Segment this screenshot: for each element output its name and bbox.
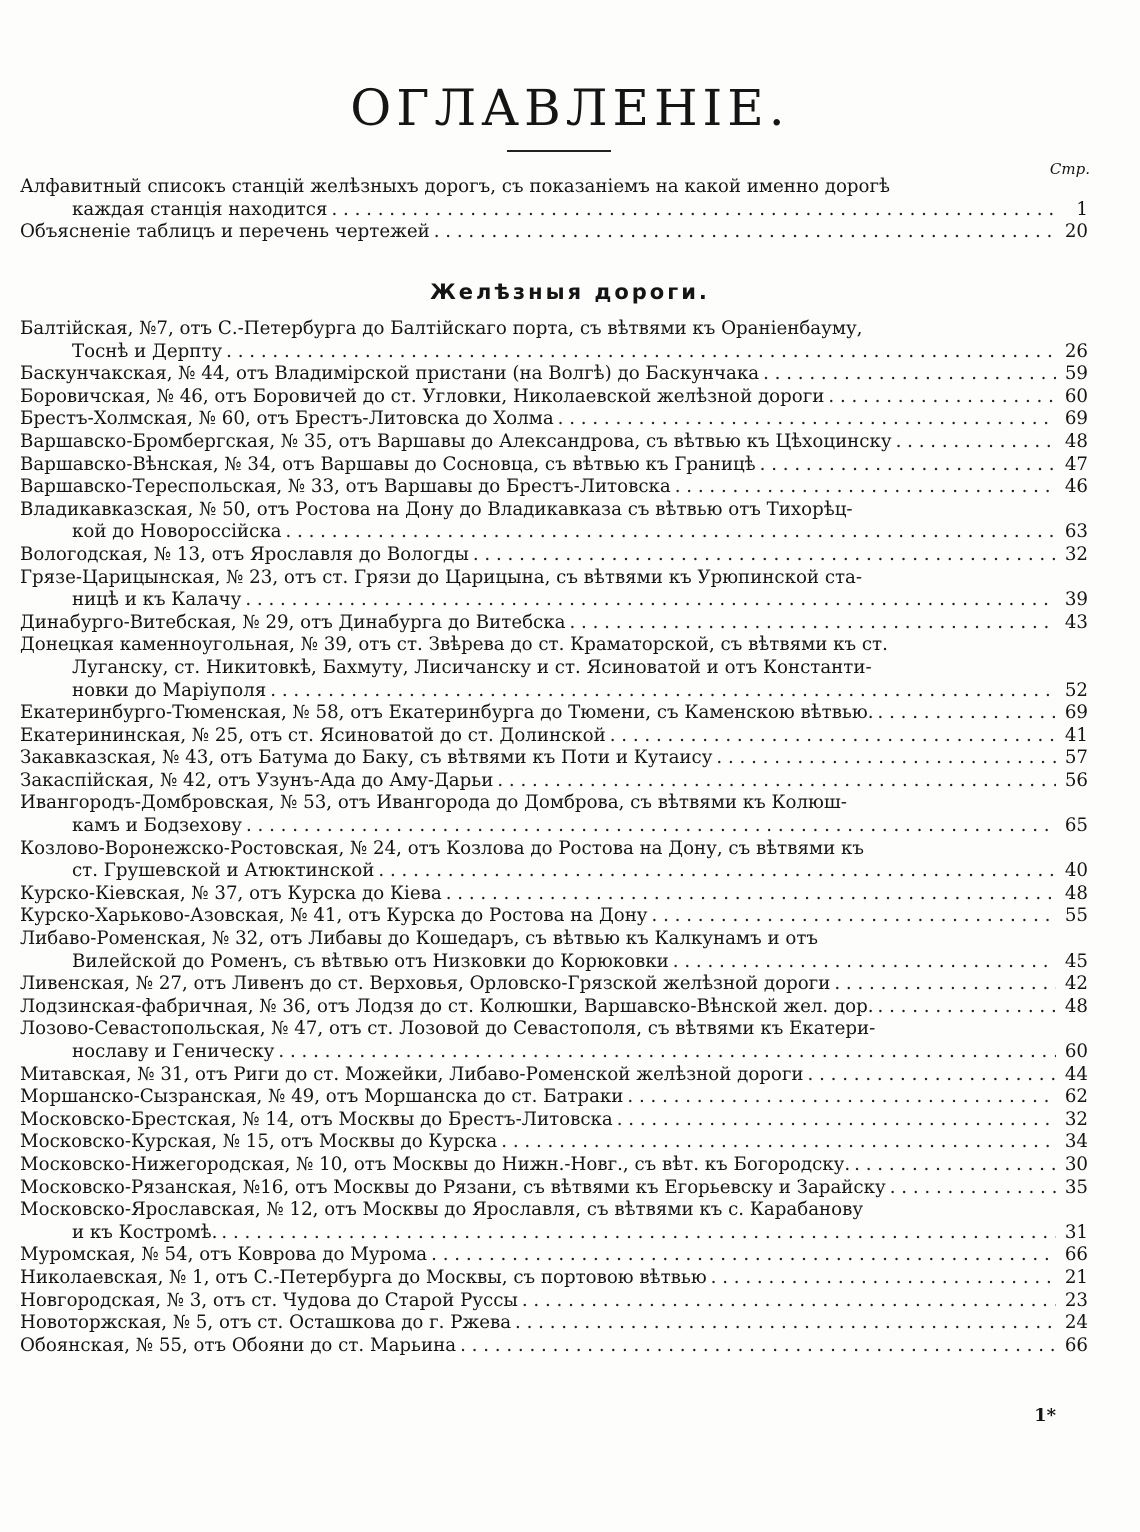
toc-entry-text: Лодзинская-фабричная, № 36, отъ Лодзя до ст. Колюшки, Варшавско-Вѣнской жел. дор.: [20, 995, 874, 1017]
dot-leader: [473, 544, 1056, 567]
toc-line: [20, 1267, 1088, 1290]
page-number: 69: [1064, 702, 1088, 724]
toc-line: [20, 1290, 1088, 1313]
toc-line: [20, 860, 1088, 883]
toc-entry-text: Обоянская, № 55, отъ Обояни до ст. Марьина: [20, 1334, 457, 1356]
toc-line: [20, 770, 1088, 793]
toc-line: [20, 408, 1088, 431]
toc-line: [20, 1041, 1088, 1064]
title-rule: [507, 150, 611, 152]
toc-entry: [20, 1335, 1088, 1358]
toc-line: [20, 702, 1088, 725]
toc-entry-text: Козлово-Воронежско-Ростовская, № 24, отъ Козлова до Ростова на Дону, съ вѣтвями къ: [20, 837, 864, 859]
page-number: 47: [1064, 453, 1088, 475]
dot-leader: [497, 770, 1056, 793]
dot-leader: [569, 612, 1056, 635]
toc-line: [20, 1177, 1088, 1200]
dot-leader: [270, 680, 1056, 703]
page-number: 65: [1064, 815, 1088, 837]
toc-entry: [20, 747, 1088, 770]
page-number: 42: [1064, 973, 1088, 995]
toc-line: [20, 792, 1088, 815]
toc-line: [20, 1109, 1088, 1132]
toc-entry: [20, 499, 1088, 544]
dot-leader: [878, 702, 1057, 725]
dot-leader: [226, 341, 1056, 364]
page-number: 32: [1064, 1108, 1088, 1130]
toc-line: [20, 680, 1088, 703]
page-number: 30: [1064, 1153, 1088, 1175]
toc-entry: [20, 1177, 1088, 1200]
toc-line: [20, 1222, 1088, 1245]
toc-entry-text: Митавская, № 31, отъ Риги до ст. Можейки, Либаво-Роменской желѣзной дороги: [20, 1063, 804, 1085]
dot-leader: [246, 815, 1056, 838]
dot-leader: [431, 1244, 1056, 1267]
toc-line: [20, 454, 1088, 477]
dot-leader: [760, 454, 1056, 477]
toc-entry-text: каждая станція находится: [72, 198, 328, 220]
dot-leader: [460, 1335, 1056, 1358]
toc-entry-text: Екатерининская, № 25, отъ ст. Ясиноватой до ст. Долинской: [20, 724, 606, 746]
toc-line: [20, 928, 1088, 951]
dot-leader: [610, 725, 1056, 748]
toc-entry: [20, 221, 1088, 244]
toc-entry: [20, 318, 1088, 363]
toc-entry: [20, 905, 1088, 928]
dot-leader: [896, 431, 1056, 454]
page-number: 48: [1064, 430, 1088, 452]
toc-line: [20, 341, 1088, 364]
toc-entry-text: Тоснѣ и Дерпту: [72, 340, 223, 362]
toc-line: [20, 838, 1088, 861]
toc-line: [20, 476, 1088, 499]
toc-entry-text: Баскунчакская, № 44, отъ Владимірской пристани (на Волгѣ) до Баскунчака: [20, 363, 760, 385]
toc-line: [20, 951, 1088, 974]
toc-line: [20, 521, 1088, 544]
dot-leader: [446, 883, 1056, 906]
toc-entry-text: камъ и Бодзехову: [72, 815, 242, 837]
toc-entry-text: Московско-Курская, № 15, отъ Москвы до Курска: [20, 1131, 498, 1153]
toc-line: [20, 1312, 1088, 1335]
page-number: 32: [1064, 543, 1088, 565]
toc-entry-text: Московско-Ярославская, № 12, отъ Москвы до Ярославля, съ вѣтвями къ с. Карабанову: [20, 1199, 864, 1221]
toc-entry: [20, 702, 1088, 725]
toc-line: [20, 1199, 1088, 1222]
toc-entry-text: и къ Костромѣ.: [72, 1221, 218, 1243]
dot-leader: [890, 1177, 1056, 1200]
toc-entry-text: Новоторжская, № 5, отъ ст. Осташкова до г. Ржева: [20, 1312, 512, 1334]
dot-leader: [285, 521, 1056, 544]
toc-entry: [20, 973, 1088, 996]
toc-entry-text: ст. Грушевской и Атюктинской: [72, 860, 375, 882]
page-title: ОГЛАВЛЕНІЕ.: [350, 79, 790, 137]
page-number: 69: [1064, 408, 1088, 430]
railways-toc: [20, 318, 1088, 1357]
toc-entry-text: Брестъ-Холмская, № 60, отъ Брестъ-Литовска до Холма: [20, 408, 554, 430]
dot-leader: [878, 996, 1056, 1019]
toc-entry: [20, 544, 1088, 567]
dot-leader: [828, 386, 1056, 409]
dot-leader: [278, 1041, 1056, 1064]
toc-entry-text: Боровичская, № 46, отъ Боровичей до ст. Угловки, Николаевской желѣзной дороги: [20, 385, 825, 407]
page-number: 20: [1064, 221, 1088, 243]
toc-entry: [20, 612, 1088, 635]
page-number: 26: [1064, 340, 1088, 362]
toc-entry-text: Варшавско-Бромбергская, № 35, отъ Варшавы до Александрова, съ вѣтвью къ Цѣхоцинску: [20, 430, 892, 452]
toc-entry: [20, 883, 1088, 906]
dot-leader: [834, 973, 1056, 996]
toc-entry-text: Моршанско-Сызранская, № 49, отъ Моршанска до ст. Батраки: [20, 1086, 624, 1108]
page-number: 63: [1064, 521, 1088, 543]
toc-line: [20, 567, 1088, 590]
toc-entry-text: Вилейской до Роменъ, съ вѣтвью отъ Низковки до Корюковки: [72, 950, 669, 972]
dot-leader: [808, 1064, 1056, 1087]
toc-line: [20, 431, 1088, 454]
toc-entry: [20, 386, 1088, 409]
page-number: 57: [1064, 747, 1088, 769]
dot-leader: [652, 905, 1056, 928]
toc-line: [20, 363, 1088, 386]
toc-entry: [20, 928, 1088, 973]
intro-toc: [20, 176, 1088, 244]
toc-entry: [20, 725, 1088, 748]
page-number: 52: [1064, 679, 1088, 701]
toc-line: [20, 1064, 1088, 1087]
toc-entry-text: нославу и Геническу: [72, 1041, 275, 1062]
toc-line: [20, 612, 1088, 635]
page-number: 46: [1064, 476, 1088, 498]
dot-leader: [763, 363, 1056, 386]
toc-entry: [20, 1109, 1088, 1132]
page-number: 41: [1064, 724, 1088, 746]
toc-line: [20, 725, 1088, 748]
toc-entry: [20, 1018, 1088, 1063]
toc-entry-text: Варшавско-Вѣнская, № 34, отъ Варшавы до Сосновца, съ вѣтвью къ Границѣ: [20, 453, 756, 475]
toc-entry-text: Либаво-Роменская, № 32, отъ Либавы до Кошедаръ, съ вѣтвью къ Калкунамъ и отъ: [20, 928, 818, 950]
toc-entry-text: Курско-Кіевская, № 37, отъ Курска до Кіева: [20, 882, 442, 904]
dot-leader: [522, 1290, 1056, 1313]
toc-line: [20, 1018, 1088, 1041]
toc-line: [20, 386, 1088, 409]
signature-mark: 1*: [1034, 1405, 1056, 1426]
dot-leader: [673, 951, 1056, 974]
dot-leader: [221, 1222, 1056, 1245]
toc-entry-text: Грязе-Царицынская, № 23, отъ ст. Грязи до Царицына, съ вѣтвями къ Урюпинской ста-: [20, 566, 863, 588]
page-number: 39: [1064, 589, 1088, 611]
page-number: 34: [1064, 1131, 1088, 1153]
toc-entry: [20, 634, 1088, 702]
toc-line: [20, 199, 1088, 222]
dot-leader: [331, 199, 1056, 222]
toc-entry: [20, 1131, 1088, 1154]
dot-leader: [515, 1312, 1056, 1335]
toc-line: [20, 221, 1088, 244]
toc-entry-text: Закавказская, № 43, отъ Батума до Баку, съ вѣтвями къ Поти и Кутаису: [20, 747, 713, 769]
toc-entry-text: Московско-Брестская, № 14, отъ Москвы до Брестъ-Литовска: [20, 1108, 613, 1130]
toc-line: [20, 634, 1088, 657]
toc-entry-text: Закаспійская, № 42, отъ Узунъ-Ада до Аму-Дарьи: [20, 769, 494, 791]
page-number: 62: [1064, 1086, 1088, 1108]
toc-entry-text: Московско-Рязанская, №16, отъ Москвы до Рязани, съ вѣтвями къ Егорьевску и Зарайску: [20, 1176, 886, 1198]
toc-line: [20, 176, 1088, 199]
toc-line: [20, 747, 1088, 770]
toc-entry: [20, 431, 1088, 454]
toc-entry: [20, 1064, 1088, 1087]
dot-leader: [434, 221, 1056, 244]
toc-entry-text: Донецкая каменноугольная, № 39, отъ ст. Звѣрева до ст. Краматорской, съ вѣтвями къ ст.: [20, 634, 888, 656]
dot-leader: [501, 1131, 1056, 1154]
toc-entry-text: Екатеринбурго-Тюменская, № 58, отъ Екатеринбурга до Тюмени, съ Каменскою вѣтвью.: [20, 702, 874, 724]
toc-entry: [20, 792, 1088, 837]
page-number: 40: [1064, 860, 1088, 882]
toc-entry-text: Муромская, № 54, отъ Коврова до Мурома: [20, 1244, 428, 1266]
dot-leader: [245, 589, 1056, 612]
toc-entry: [20, 1312, 1088, 1335]
page-number: 59: [1064, 363, 1088, 385]
toc-line: [20, 589, 1088, 612]
toc-line: [20, 1086, 1088, 1109]
page-number: 45: [1064, 950, 1088, 972]
page-number: 24: [1064, 1312, 1088, 1334]
toc-entry: [20, 476, 1088, 499]
toc-entry: [20, 838, 1088, 883]
page-number: 48: [1064, 995, 1088, 1017]
toc-entry: [20, 567, 1088, 612]
toc-line: [20, 905, 1088, 928]
toc-entry-text: ницѣ и къ Калачу: [72, 589, 242, 611]
toc-line: [20, 1335, 1088, 1358]
toc-line: [20, 1154, 1088, 1177]
toc-entry-text: Балтійская, №7, отъ С.-Петербурга до Балтійскаго порта, съ вѣтвями къ Ораніенбауму,: [20, 318, 863, 339]
dot-leader: [378, 860, 1056, 883]
dot-leader: [617, 1109, 1056, 1132]
dot-leader: [716, 747, 1056, 770]
toc-entry-text: Вологодская, № 13, отъ Ярославля до Вологды: [20, 543, 469, 565]
toc-line: [20, 318, 1088, 341]
page-number: 44: [1064, 1063, 1088, 1085]
toc-entry: [20, 996, 1088, 1019]
page-number: 66: [1064, 1334, 1088, 1356]
toc-entry: [20, 1199, 1088, 1244]
toc-entry-text: Московско-Нижегородская, № 10, отъ Москвы до Нижн.-Новг., съ вѣт. къ Богородску.: [20, 1153, 851, 1175]
page-number: 60: [1064, 385, 1088, 407]
toc-entry: [20, 1154, 1088, 1177]
page-number: 23: [1064, 1289, 1088, 1311]
toc-entry: [20, 408, 1088, 431]
dot-leader: [675, 476, 1056, 499]
page-number: 21: [1064, 1266, 1088, 1288]
toc-line: [20, 973, 1088, 996]
page-number: 60: [1064, 1041, 1088, 1062]
toc-entry-text: кой до Новороссійска: [72, 521, 282, 543]
dot-leader: [711, 1267, 1056, 1290]
toc-entry: [20, 1267, 1088, 1290]
toc-entry-text: Варшавско-Тереспольская, № 33, отъ Варшавы до Брестъ-Литовска: [20, 476, 671, 498]
dot-leader: [558, 408, 1056, 431]
toc-entry-text: Динабурго-Витебская, № 29, отъ Динабурга до Витебска: [20, 611, 566, 633]
page-number: 35: [1064, 1176, 1088, 1198]
toc-line: [20, 544, 1088, 567]
toc-entry: [20, 770, 1088, 793]
toc-line: [20, 815, 1088, 838]
toc-entry: [20, 1244, 1088, 1267]
page-number: 43: [1064, 611, 1088, 633]
toc-entry-text: новки до Маріуполя: [72, 679, 267, 701]
toc-entry: [20, 454, 1088, 477]
toc-line: [20, 883, 1088, 906]
toc-entry-text: Ливенская, № 27, отъ Ливенъ до ст. Верховья, Орловско-Грязской желѣзной дороги: [20, 973, 831, 995]
page-number: 66: [1064, 1244, 1088, 1266]
toc-entry-text: Объясненіе таблицъ и перечень чертежей: [20, 221, 430, 243]
toc-line: [20, 657, 1088, 680]
toc-entry: [20, 363, 1088, 386]
toc-entry-text: Новгородская, № 3, отъ ст. Чудова до Старой Руссы: [20, 1289, 518, 1311]
page-number: 55: [1064, 905, 1088, 927]
toc-entry-text: Николаевская, № 1, отъ С.-Петербурга до Москвы, съ портовою вѣтвью: [20, 1266, 707, 1288]
toc-entry-text: Луганску, ст. Никитовкѣ, Бахмуту, Лисичанску и ст. Ясиноватой и отъ Константи-: [72, 656, 872, 678]
toc-entry: [20, 1290, 1088, 1313]
toc-entry-text: Лозово-Севастопольская, № 47, отъ ст. Лозовой до Севастополя, съ вѣтвями къ Екатери-: [20, 1018, 876, 1040]
page-number: 31: [1064, 1221, 1088, 1243]
page-number: 1: [1076, 198, 1088, 220]
toc-entry: [20, 1086, 1088, 1109]
toc-entry-text: Алфавитный списокъ станцій желѣзныхъ дорогъ, съ показаніемъ на какой именно дорогѣ: [20, 176, 890, 197]
toc-line: [20, 499, 1088, 522]
toc-line: [20, 1244, 1088, 1267]
page-number: 56: [1064, 769, 1088, 791]
toc-entry: [20, 176, 1088, 221]
section-heading: Желѣзныя дороги.: [430, 280, 710, 304]
toc-entry-text: Курско-Харьково-Азовская, № 41, отъ Курска до Ростова на Дону: [20, 905, 648, 927]
dot-leader: [627, 1086, 1056, 1109]
page-column-label: Стр.: [1049, 160, 1090, 178]
toc-line: [20, 1131, 1088, 1154]
page-number: 48: [1064, 882, 1088, 904]
toc-entry-text: Ивангородъ-Домбровская, № 53, отъ Ивангорода до Домброва, съ вѣтвями къ Колюш-: [20, 792, 847, 814]
toc-entry-text: Владикавказская, № 50, отъ Ростова на Дону до Владикавказа съ вѣтвью отъ Тихорѣц-: [20, 498, 853, 520]
dot-leader: [854, 1154, 1056, 1177]
toc-line: [20, 996, 1088, 1019]
